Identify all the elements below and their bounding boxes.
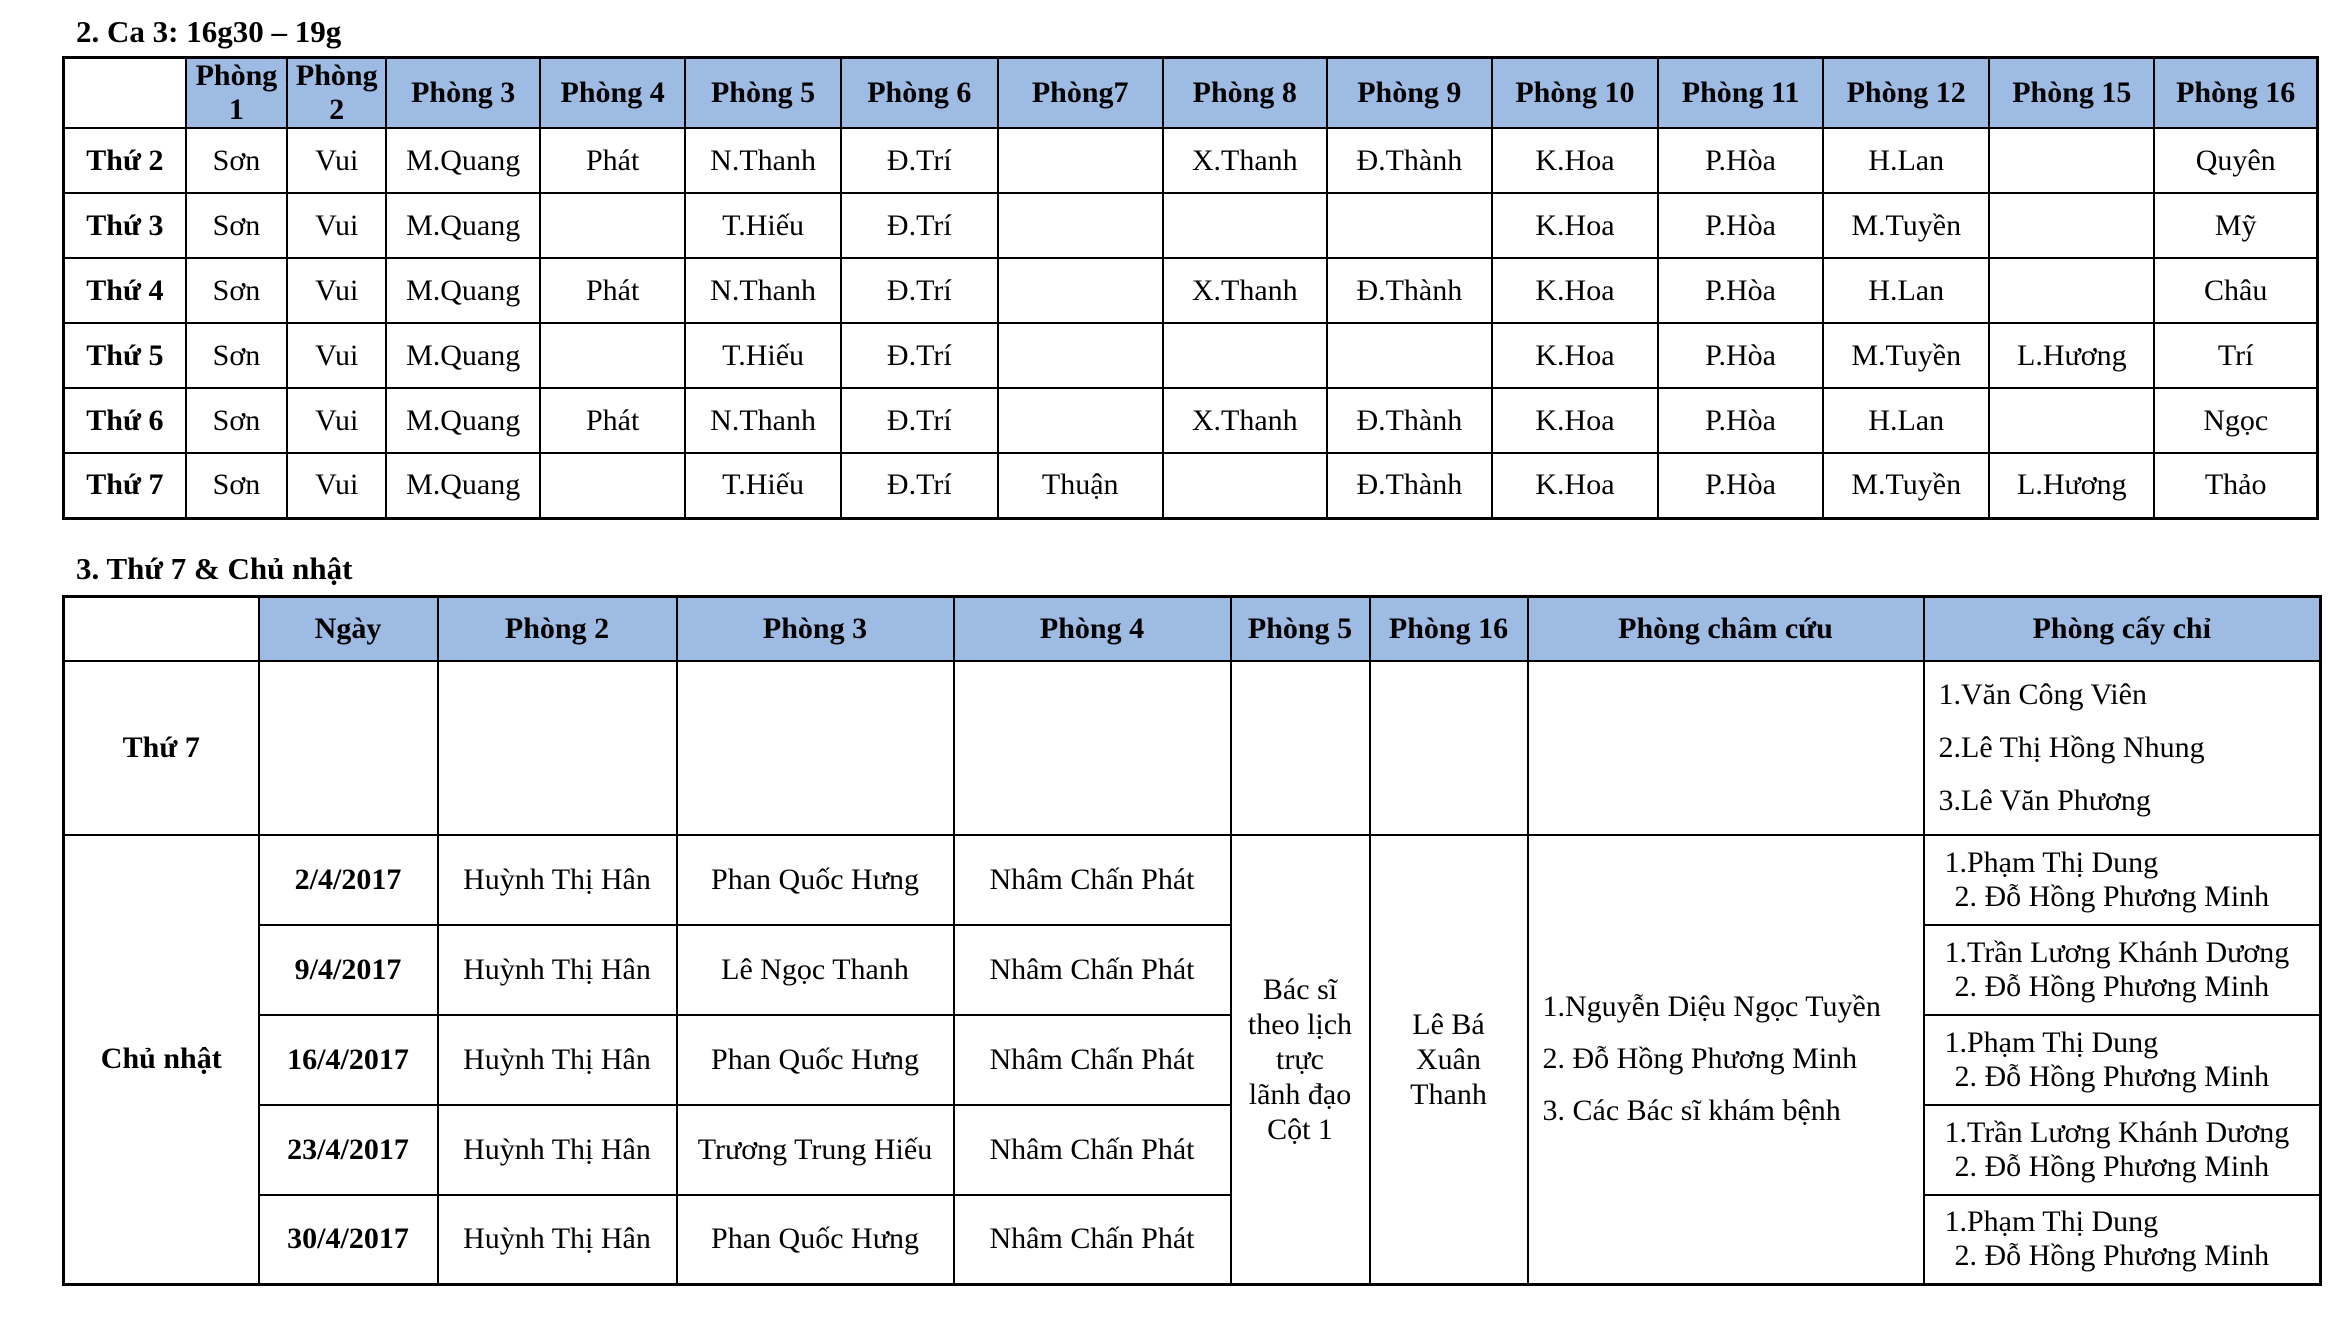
sunday-phong3-cell: Phan Quốc Hưng bbox=[677, 1015, 954, 1105]
ca3-cell bbox=[998, 258, 1163, 323]
ca3-cell: H.Lan bbox=[1823, 258, 1989, 323]
ca3-cell: P.Hòa bbox=[1658, 128, 1823, 193]
saturday-label: Thứ 7 bbox=[64, 661, 259, 835]
sunday-date: 2/4/2017 bbox=[259, 835, 438, 925]
ca3-schedule-table bbox=[62, 56, 2319, 520]
sunday-row bbox=[64, 835, 2321, 925]
ca3-header-corner bbox=[64, 58, 186, 129]
sunday-phong3-cell: Phan Quốc Hưng bbox=[677, 835, 954, 925]
sunday-phong4-cell: Nhâm Chấn Phát bbox=[954, 835, 1231, 925]
ca3-cell: N.Thanh bbox=[685, 388, 841, 453]
ca3-cell: Sơn bbox=[186, 193, 287, 258]
cay-chi-item: 2. Đỗ Hồng Phương Minh bbox=[1954, 969, 2270, 1003]
sunday-row bbox=[64, 1195, 2321, 1285]
cay-chi-item: 1.Phạm Thị Dung bbox=[1944, 1025, 2159, 1059]
ca3-cell bbox=[1163, 193, 1327, 258]
ca3-day-label: Thứ 2 bbox=[64, 128, 186, 193]
ca3-cell: L.Hương bbox=[1989, 323, 2154, 388]
cay-chi-item: 1.Trần Lương Khánh Dương bbox=[1944, 1115, 2290, 1149]
sunday-cay-chi-cell bbox=[1924, 1195, 2321, 1285]
ca3-cell bbox=[1989, 128, 2154, 193]
sunday-row bbox=[64, 1015, 2321, 1105]
phong16-line: Lê Bá bbox=[1412, 1007, 1485, 1041]
ca3-header-cell: Phòng 1 bbox=[186, 58, 287, 129]
ca3-header-cell: Phòng 9 bbox=[1327, 58, 1492, 129]
ca3-cell bbox=[1327, 323, 1492, 388]
ca3-cell: K.Hoa bbox=[1492, 323, 1658, 388]
ca3-cell: Phát bbox=[540, 388, 685, 453]
sunday-date: 23/4/2017 bbox=[259, 1105, 438, 1195]
ca3-cell bbox=[540, 453, 685, 518]
ca3-day-label: Thứ 4 bbox=[64, 258, 186, 323]
ca3-cell: M.Tuyền bbox=[1823, 323, 1989, 388]
phong16-line: Thanh bbox=[1410, 1077, 1487, 1111]
saturday-cay-chi-item: 3.Lê Văn Phương bbox=[1938, 784, 2151, 817]
ca3-cell bbox=[1989, 193, 2154, 258]
ca3-day-label: Thứ 7 bbox=[64, 453, 186, 518]
ca3-row bbox=[64, 128, 2318, 193]
weekend-schedule-table bbox=[62, 595, 2322, 1286]
ca3-cell: P.Hòa bbox=[1658, 323, 1823, 388]
sunday-label: Chủ nhật bbox=[64, 835, 259, 1285]
ca3-cell bbox=[1989, 388, 2154, 453]
sunday-phong3-cell: Trương Trung Hiếu bbox=[677, 1105, 954, 1195]
cay-chi-item: 2. Đỗ Hồng Phương Minh bbox=[1954, 1239, 2270, 1273]
sunday-date: 30/4/2017 bbox=[259, 1195, 438, 1285]
ca3-cell: Phát bbox=[540, 258, 685, 323]
saturday-phong2-cell bbox=[438, 661, 677, 835]
phong16-line: Xuân bbox=[1416, 1042, 1481, 1076]
ca3-cell bbox=[998, 323, 1163, 388]
ca3-cell: Sơn bbox=[186, 258, 287, 323]
ca3-cell: H.Lan bbox=[1823, 388, 1989, 453]
sunday-phong4-cell: Nhâm Chấn Phát bbox=[954, 1195, 1231, 1285]
ca3-cell: K.Hoa bbox=[1492, 453, 1658, 518]
ca3-cell: Sơn bbox=[186, 388, 287, 453]
weekend-header-cell: Phòng 3 bbox=[677, 597, 954, 661]
weekend-header-cell: Ngày bbox=[259, 597, 438, 661]
ca3-cell bbox=[998, 128, 1163, 193]
ca3-cell: T.Hiếu bbox=[685, 323, 841, 388]
ca3-cell: Mỹ bbox=[2154, 193, 2317, 258]
ca3-cell bbox=[1989, 258, 2154, 323]
ca3-cell: M.Quang bbox=[386, 128, 540, 193]
ca3-cell: K.Hoa bbox=[1492, 128, 1658, 193]
ca3-cell: X.Thanh bbox=[1163, 128, 1327, 193]
ca3-cell: P.Hòa bbox=[1658, 453, 1823, 518]
sunday-cham-cuu-cell bbox=[1528, 835, 1924, 1285]
ca3-cell: Vui bbox=[287, 453, 386, 518]
cham-cuu-item: 3. Các Bác sĩ khám bệnh bbox=[1542, 1094, 1841, 1128]
cay-chi-item: 1.Phạm Thị Dung bbox=[1944, 845, 2159, 879]
sunday-cay-chi-cell bbox=[1924, 835, 2321, 925]
weekend-header-cell: Phòng 2 bbox=[438, 597, 677, 661]
ca3-header-cell: Phòng 2 bbox=[287, 58, 386, 129]
sunday-phong2-cell: Huỳnh Thị Hân bbox=[438, 835, 677, 925]
ca3-cell: Sơn bbox=[186, 128, 287, 193]
saturday-cay-chi-item: 1.Văn Công Viên bbox=[1938, 678, 2147, 711]
ca3-header-cell: Phòng 8 bbox=[1163, 58, 1327, 129]
sunday-phong3-cell: Phan Quốc Hưng bbox=[677, 1195, 954, 1285]
saturday-cham-cuu-cell bbox=[1528, 661, 1924, 835]
sunday-phong2-cell: Huỳnh Thị Hân bbox=[438, 1015, 677, 1105]
saturday-cay-chi-item: 2.Lê Thị Hồng Nhung bbox=[1938, 731, 2205, 764]
ca3-header-cell: Phòng 4 bbox=[540, 58, 685, 129]
cay-chi-item: 1.Trần Lương Khánh Dương bbox=[1944, 935, 2290, 969]
ca3-day-label: Thứ 5 bbox=[64, 323, 186, 388]
saturday-row bbox=[64, 661, 2321, 835]
sunday-date: 9/4/2017 bbox=[259, 925, 438, 1015]
ca3-cell: Đ.Trí bbox=[841, 128, 998, 193]
ca3-header-cell: Phòng 16 bbox=[2154, 58, 2317, 129]
ca3-cell: X.Thanh bbox=[1163, 388, 1327, 453]
sunday-phong4-cell: Nhâm Chấn Phát bbox=[954, 1015, 1231, 1105]
ca3-cell bbox=[998, 193, 1163, 258]
cay-chi-item: 2. Đỗ Hồng Phương Minh bbox=[1954, 1149, 2270, 1183]
weekend-header-cell: Phòng cấy chỉ bbox=[1924, 597, 2321, 661]
ca3-cell: M.Tuyền bbox=[1823, 193, 1989, 258]
ca3-cell: Vui bbox=[287, 193, 386, 258]
ca3-day-label: Thứ 6 bbox=[64, 388, 186, 453]
ca3-cell: K.Hoa bbox=[1492, 193, 1658, 258]
sunday-phong2-cell: Huỳnh Thị Hân bbox=[438, 925, 677, 1015]
ca3-cell: P.Hòa bbox=[1658, 193, 1823, 258]
saturday-phong4-cell bbox=[954, 661, 1231, 835]
ca3-cell: M.Quang bbox=[386, 258, 540, 323]
ca3-header-cell: Phòng 3 bbox=[386, 58, 540, 129]
sunday-phong16-cell bbox=[1370, 835, 1528, 1285]
sunday-phong3-cell: Lê Ngọc Thanh bbox=[677, 925, 954, 1015]
ca3-cell: Quyên bbox=[2154, 128, 2317, 193]
ca3-header-cell: Phòng 10 bbox=[1492, 58, 1658, 129]
ca3-cell: Vui bbox=[287, 323, 386, 388]
sunday-cay-chi-cell bbox=[1924, 1015, 2321, 1105]
ca3-cell: Vui bbox=[287, 258, 386, 323]
sunday-date: 16/4/2017 bbox=[259, 1015, 438, 1105]
sunday-phong2-cell: Huỳnh Thị Hân bbox=[438, 1105, 677, 1195]
sunday-cay-chi-cell bbox=[1924, 1105, 2321, 1195]
weekend-header-corner bbox=[64, 597, 259, 661]
ca3-cell: Đ.Trí bbox=[841, 388, 998, 453]
ca3-row bbox=[64, 388, 2318, 453]
sunday-row bbox=[64, 1105, 2321, 1195]
ca3-header-cell: Phòng 6 bbox=[841, 58, 998, 129]
ca3-cell: L.Hương bbox=[1989, 453, 2154, 518]
ca3-cell: T.Hiếu bbox=[685, 193, 841, 258]
cay-chi-item: 1.Phạm Thị Dung bbox=[1944, 1205, 2159, 1239]
ca3-cell: P.Hòa bbox=[1658, 388, 1823, 453]
cham-cuu-item: 2. Đỗ Hồng Phương Minh bbox=[1542, 1042, 1858, 1076]
ca3-cell: Thảo bbox=[2154, 453, 2317, 518]
sunday-cay-chi-cell bbox=[1924, 925, 2321, 1015]
ca3-cell: M.Quang bbox=[386, 453, 540, 518]
weekend-header-cell: Phòng 16 bbox=[1370, 597, 1528, 661]
ca3-header-row bbox=[64, 58, 2318, 129]
ca3-row bbox=[64, 193, 2318, 258]
cham-cuu-item: 1.Nguyễn Diệu Ngọc Tuyền bbox=[1542, 990, 1881, 1024]
saturday-phong5-cell bbox=[1231, 661, 1370, 835]
section-3-title: 3. Thứ 7 & Chủ nhật bbox=[76, 551, 353, 586]
ca3-cell bbox=[1327, 193, 1492, 258]
saturday-date-cell bbox=[259, 661, 438, 835]
ca3-cell: Phát bbox=[540, 128, 685, 193]
ca3-cell: Ngọc bbox=[2154, 388, 2317, 453]
sunday-row bbox=[64, 925, 2321, 1015]
ca3-row bbox=[64, 258, 2318, 323]
ca3-cell: Vui bbox=[287, 128, 386, 193]
ca3-cell: Sơn bbox=[186, 323, 287, 388]
cay-chi-item: 2. Đỗ Hồng Phương Minh bbox=[1954, 1059, 2270, 1093]
ca3-cell: Đ.Thành bbox=[1327, 128, 1492, 193]
ca3-cell: Thuận bbox=[998, 453, 1163, 518]
ca3-cell: M.Tuyền bbox=[1823, 453, 1989, 518]
ca3-cell: Vui bbox=[287, 388, 386, 453]
ca3-header-cell: Phòng 12 bbox=[1823, 58, 1989, 129]
ca3-header-cell: Phòng 15 bbox=[1989, 58, 2154, 129]
ca3-cell: P.Hòa bbox=[1658, 258, 1823, 323]
ca3-cell bbox=[998, 388, 1163, 453]
sunday-phong4-cell: Nhâm Chấn Phát bbox=[954, 925, 1231, 1015]
ca3-cell: Đ.Thành bbox=[1327, 388, 1492, 453]
ca3-cell: H.Lan bbox=[1823, 128, 1989, 193]
ca3-cell: N.Thanh bbox=[685, 128, 841, 193]
phong5-line: lãnh đạo bbox=[1248, 1077, 1352, 1111]
ca3-cell: Đ.Trí bbox=[841, 258, 998, 323]
weekend-header-cell: Phòng 5 bbox=[1231, 597, 1370, 661]
ca3-cell: K.Hoa bbox=[1492, 258, 1658, 323]
weekend-header-cell: Phòng 4 bbox=[954, 597, 1231, 661]
ca3-cell: M.Quang bbox=[386, 388, 540, 453]
phong5-line: trực bbox=[1276, 1042, 1324, 1076]
ca3-cell: Đ.Thành bbox=[1327, 453, 1492, 518]
ca3-cell: Châu bbox=[2154, 258, 2317, 323]
phong5-line: Bác sĩ bbox=[1262, 972, 1338, 1006]
ca3-cell: K.Hoa bbox=[1492, 388, 1658, 453]
cay-chi-item: 2. Đỗ Hồng Phương Minh bbox=[1954, 879, 2270, 913]
sunday-phong5-cell bbox=[1231, 835, 1370, 1285]
ca3-cell bbox=[540, 193, 685, 258]
ca3-cell: T.Hiếu bbox=[685, 453, 841, 518]
ca3-cell: Đ.Trí bbox=[841, 453, 998, 518]
ca3-cell: M.Quang bbox=[386, 323, 540, 388]
ca3-day-label: Thứ 3 bbox=[64, 193, 186, 258]
ca3-cell bbox=[1163, 323, 1327, 388]
ca3-cell bbox=[540, 323, 685, 388]
saturday-cay-chi-cell bbox=[1924, 661, 2321, 835]
saturday-phong3-cell bbox=[677, 661, 954, 835]
ca3-header-cell: Phòng 11 bbox=[1658, 58, 1823, 129]
ca3-cell bbox=[1163, 453, 1327, 518]
ca3-cell: Đ.Thành bbox=[1327, 258, 1492, 323]
sunday-phong2-cell: Huỳnh Thị Hân bbox=[438, 1195, 677, 1285]
sunday-phong4-cell: Nhâm Chấn Phát bbox=[954, 1105, 1231, 1195]
ca3-row bbox=[64, 323, 2318, 388]
weekend-header-row bbox=[64, 597, 2321, 661]
ca3-cell: Đ.Trí bbox=[841, 193, 998, 258]
ca3-cell: X.Thanh bbox=[1163, 258, 1327, 323]
ca3-cell: Đ.Trí bbox=[841, 323, 998, 388]
ca3-cell: Sơn bbox=[186, 453, 287, 518]
phong5-line: theo lịch bbox=[1247, 1007, 1353, 1041]
ca3-header-cell: Phòng 5 bbox=[685, 58, 841, 129]
ca3-cell: Trí bbox=[2154, 323, 2317, 388]
ca3-row bbox=[64, 453, 2318, 518]
weekend-header-cell: Phòng châm cứu bbox=[1528, 597, 1924, 661]
saturday-phong16-cell bbox=[1370, 661, 1528, 835]
section-2-title: 2. Ca 3: 16g30 – 19g bbox=[76, 14, 342, 49]
ca3-cell: N.Thanh bbox=[685, 258, 841, 323]
ca3-header-cell: Phòng7 bbox=[998, 58, 1163, 129]
phong5-line: Cột 1 bbox=[1267, 1112, 1333, 1146]
ca3-cell: M.Quang bbox=[386, 193, 540, 258]
